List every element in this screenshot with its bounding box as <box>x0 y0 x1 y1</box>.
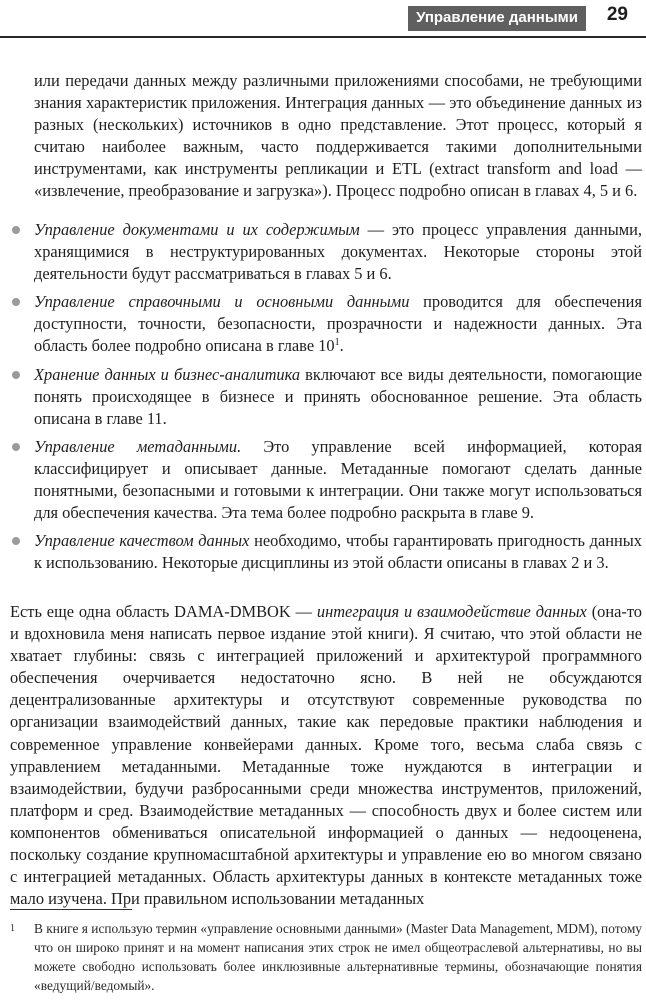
intro-paragraph: или передачи данных между различными приложениями способами, не требующими знания характеристик приложения. Интеграция данных — это объединение данных из разных (нескольких) источников в одно представление. Этот процесс, который я считаю наиболее важным, часто поддерживается такими дополнительными инструментами, как инструменты репликации и ETL (extract transform and load — «извлечение, преобразование и загрузка»). Процесс подробно описан в главах 4, 5 и 6. <box>34 71 642 201</box>
bullet-text: включают все виды деятельности, помогающие понять происходящее в бизнесе и принять обоснованное решение. Эта область описана в главе 11. <box>34 364 642 428</box>
bullet-item-data-warehousing <box>10 364 642 430</box>
bullet-text-tail: . <box>339 336 344 356</box>
bullet-item-data-quality <box>10 530 642 574</box>
main-paragraph-start: Есть еще одна область DAMA-DMBOK — <box>10 602 317 621</box>
footnote-mark: 1 <box>10 923 15 934</box>
bullet-item-reference-master-data <box>10 291 642 357</box>
footnote-reference[interactable]: 1 <box>334 337 340 349</box>
bullet-dot-icon <box>12 226 20 234</box>
main-paragraph <box>10 601 642 910</box>
bullet-term: Управление метаданными. <box>34 436 242 456</box>
bullet-item-documents <box>10 219 642 285</box>
running-title: Управление данными <box>408 6 586 31</box>
page-number: 29 <box>606 4 628 25</box>
footnote-text: В книге я использую термин «управление основными данными» (Master Data Management, MDM), потому что он широко принят и на момент написания этих строк не имел общеотраслевой альтернативы, но вы можете свободно использовать более инклюзивные альтернативные термины, обозначающие понятия «ведущий/ведомый». <box>34 921 642 993</box>
bullet-dot-icon <box>12 443 20 451</box>
bullet-dot-icon <box>12 298 20 306</box>
bullet-item-metadata <box>10 436 642 524</box>
bullet-list <box>10 219 642 580</box>
page-header <box>0 0 646 38</box>
footnote <box>10 919 642 995</box>
bullet-text: необходимо, чтобы гарантировать пригодность данных к использованию. Некоторые дисциплины из этой области описаны в главах 2 и 3. <box>34 531 642 573</box>
bullet-term: Хранение данных и бизнес-аналитика <box>34 364 301 384</box>
bullet-dot-icon <box>12 537 20 545</box>
main-paragraph-emphasis: интеграция и взаимодействие данных <box>316 602 587 621</box>
bullet-term: Управление справочными и основными данными <box>34 292 410 312</box>
main-paragraph-rest: (она-то и вдохновила меня написать первое издание этой книги). Я считаю, что этой области не хватает глубины: связь с интеграцией приложений и архитектурой программного обеспечения очерчивается недостаточно ясно. В ней не обсуждаются децентрализованные архитектуры и отсутствуют современные руководства по организации взаимодействий данных, такие как передовые практики наблюдения и современное управление конвейерами данных. Кроме того, весьма слаба связь с управлением метаданными. Метаданные тоже нуждаются в интеграции и взаимодействии, будучи разбросанными среди множества инструментов, приложений, платформ и сред. Взаимодействие метаданных — способность двух и более систем или компонентов обмениваться описательной информацией о данных — недооценена, поскольку создание крупномасштабной архитектуры и управление ею во многом связано с интеграцией метаданных. Область архитектуры данных в контексте метаданных тоже мало изучена. При правильном использовании метаданных <box>10 602 642 909</box>
bullet-text: — это процесс управления данными, хранящимися в неструктурированных документах. Некоторые стороны этой деятельности будут рассматриваться в главах 5 и 6. <box>34 220 642 284</box>
bullet-term: Управление качеством данных <box>34 531 250 551</box>
bullet-text: проводится для обеспечения доступности, точности, безопасности, прозрачности и надежности данных. Эта область более подробно описана в главе 10 <box>34 292 642 356</box>
bullet-term: Управление документами и их содержимым <box>34 220 360 239</box>
bullet-text: Это управление всей информацией, которая классифицирует и описывает данные. Метаданные помогают сделать данные понятными, безопасными и готовыми к интеграции. Они также могут использоваться для обеспечения качества. Эта тема более подробно раскрыта в главе 9. <box>34 436 642 523</box>
bullet-dot-icon <box>12 371 20 379</box>
footnote-divider <box>10 909 132 910</box>
